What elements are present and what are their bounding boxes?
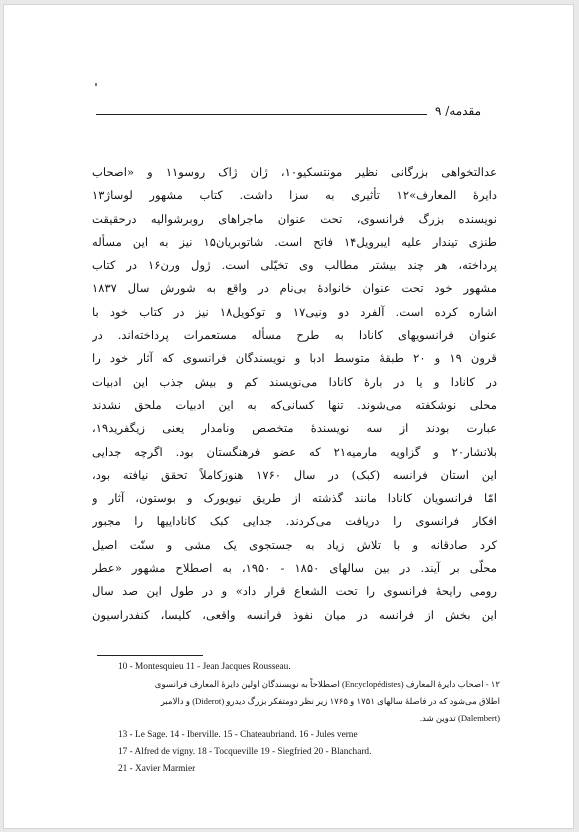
footnote-line: 21 - Xavier Marmier [118,764,196,774]
text-line: در کانادا و یا در بارهٔ کانادا می‌نویسند کم و بیش جذب این ادبیات [92,374,497,389]
text-line: اشاره کرده است. آلفرد دو ونیی۱۷ و توکویل۱۸ نیز در کتاب خود با [92,304,497,319]
text-line: این بخش از فرانسه در میان نفوذ فرانسه واقعی، کلیسا، کنفدراسیون [92,607,497,622]
footnote-line: 17 - Alfred de vigny. 18 - Tocqueville 19 - Siegfried 20 - Blanchard. [118,747,372,757]
text-line: امّا فرانسویان کانادا مانند گذشته از طریق نیویورک و بوستون، آثار و [92,491,497,506]
text-line: این استان فرانسه (کبک) در سال ۱۷۶۰ هنوزکاملاً تحقق نیافته بود، [92,467,497,482]
footnote-line: 10 - Montesquieu 11 - Jean Jacques Rousseau. [118,662,291,672]
book-page [3,4,574,829]
text-line: افکار فرانسوی را دریافت می‌کردند. جدایی کبک کاناداییها را مجبور [92,514,497,529]
text-line: پرداخته، هر چند بیشتر مطالب وی تخیّلی است. ژول ورن۱۶ در کتاب [92,258,497,273]
footnote-line: 13 - Le Sage. 14 - Iberville. 15 - Chateaubriand. 16 - Jules verne [118,730,358,740]
text-line: رومی رایحهٔ فرانسوی را تحت الشعاع قرار داد» و در طول این صد سال [92,584,497,599]
text-line: نویسنده بزرگ فرانسوی، تحت عنوان ماجراهای روبرشوالیه درحقیقت [92,211,497,226]
text-line: عدالتخواهی بزرگانی نظیر مونتسکیو۱۰، ژان ژاک روسو۱۱ و «اصحاب [92,165,497,179]
text-line: عبارت بودند از سه نویسندهٔ متخصص ونامدار یعنی زیگفرید۱۹، [92,421,497,436]
text-line: محلی نوشکفته می‌شوند. تنها کسانی‌که به این ادبیات ملحق نشدند [92,397,497,412]
footnote-rule [97,655,203,656]
body-paragraph [92,161,497,627]
footnote-line: (Dalembert) تدوین شد. [419,713,500,723]
text-line: طنزی تیندار علیه ایبرویل۱۴ فاتح است. شاتوبریان۱۵ نیز به این مسأله [92,234,497,249]
text-line: دایرهٔ المعارف»۱۲ تأثیری به سزا داشت. کتاب مشهور لوساژ۱۳ [92,188,497,203]
page-title: مقدمه/ ۹ [435,104,481,118]
text-line: محلّی بر آیند. در بین سالهای ۱۸۵۰ - ۱۹۵۰، به اصطلاح مشهور «عطر [92,561,497,576]
text-line: عنوان فرانسویهای کانادا به طرح مسأله مستعمرات پرداخته‌اند. در [92,328,497,343]
text-line: مشهور خود تحت عنوان خانوادهٔ بی‌نام در واقع به شورش سال ۱۸۳۷ [92,281,497,296]
margin-mark [95,83,97,86]
header-rule [96,114,427,115]
page-header [96,103,481,121]
text-line: کرد صادقانه و با تلاش زیاد به جستجوی یک مشی و سنّت اصیل [92,537,497,552]
footnote-line: ۱۲ - اصحاب دایرهٔ المعارف (Encyclopédistes) اصطلاحاً به نویسندگان اولین دایرهٔ المعارف فرانسوی [154,679,500,689]
text-line: بلانشار۲۰ و گزاویه مارمیه۲۱ که عضو فرهنگستان بود. اگرچه جدایی [92,444,497,459]
footnote-line: اطلاق می‌شود که در فاصلهٔ سالهای ۱۷۵۱ و ۱۷۶۵ زیر نظر دومتفکر بزرگ دیدرو (Diderot) و دالامبر [160,696,500,706]
text-line: قرون ۱۹ و ۲۰ طبقهٔ متوسط ادبا و نویسندگان فرانسوی که آثار خود را [92,351,497,366]
